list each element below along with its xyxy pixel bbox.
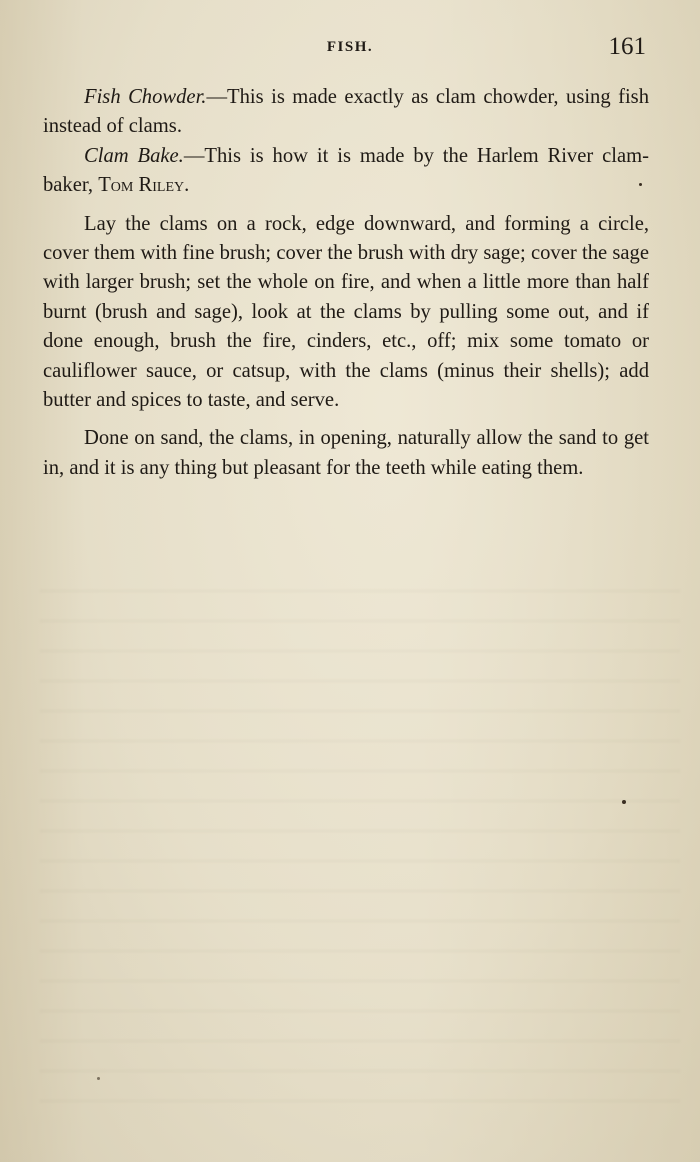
running-head bbox=[40, 33, 660, 63]
paragraph-sand-note: Done on sand, the clams, in opening, naturally allow the sand to get in, and it is any thing but pleasant for the teeth while eating them. bbox=[43, 427, 649, 479]
paragraph-text: . bbox=[184, 174, 190, 197]
person-name: Tom Riley bbox=[98, 174, 185, 197]
page-number: 161 bbox=[608, 33, 646, 60]
running-head-title: FISH. bbox=[326, 39, 374, 55]
paper-speck bbox=[97, 1077, 100, 1080]
paper-speck bbox=[639, 183, 642, 186]
paragraph-text: —This is made exactly as clam chowder, using fish instead of clams. bbox=[43, 86, 649, 138]
recipe-title-fish-chowder: Fish Chowder. bbox=[84, 86, 207, 108]
paragraph-clam-bake bbox=[43, 142, 649, 201]
body-text bbox=[43, 83, 649, 483]
paragraph-clam-bake-method: Lay the clams on a rock, edge downward, and forming a circle, cover them with fine brush; cover the brush with dry sage; cover the sage with larger brush; set the whole on fire, and when a little more than half burnt (brush and sage), look at the clams by pulling some out, and if done enough, brush the fire, cinders, etc., off; mix some tomato or cauliflower sauce, or catsup, with the clams (minus their shells); add butter and spices to taste, and serve. bbox=[43, 212, 649, 412]
paragraph-fish-chowder bbox=[43, 83, 649, 142]
paper-speck bbox=[622, 800, 626, 804]
paragraph-text: —This is how it is made by the Harlem River clam-baker, bbox=[43, 144, 649, 197]
show-through-texture bbox=[40, 590, 680, 1110]
recipe-title-clam-bake: Clam Bake. bbox=[84, 144, 184, 167]
